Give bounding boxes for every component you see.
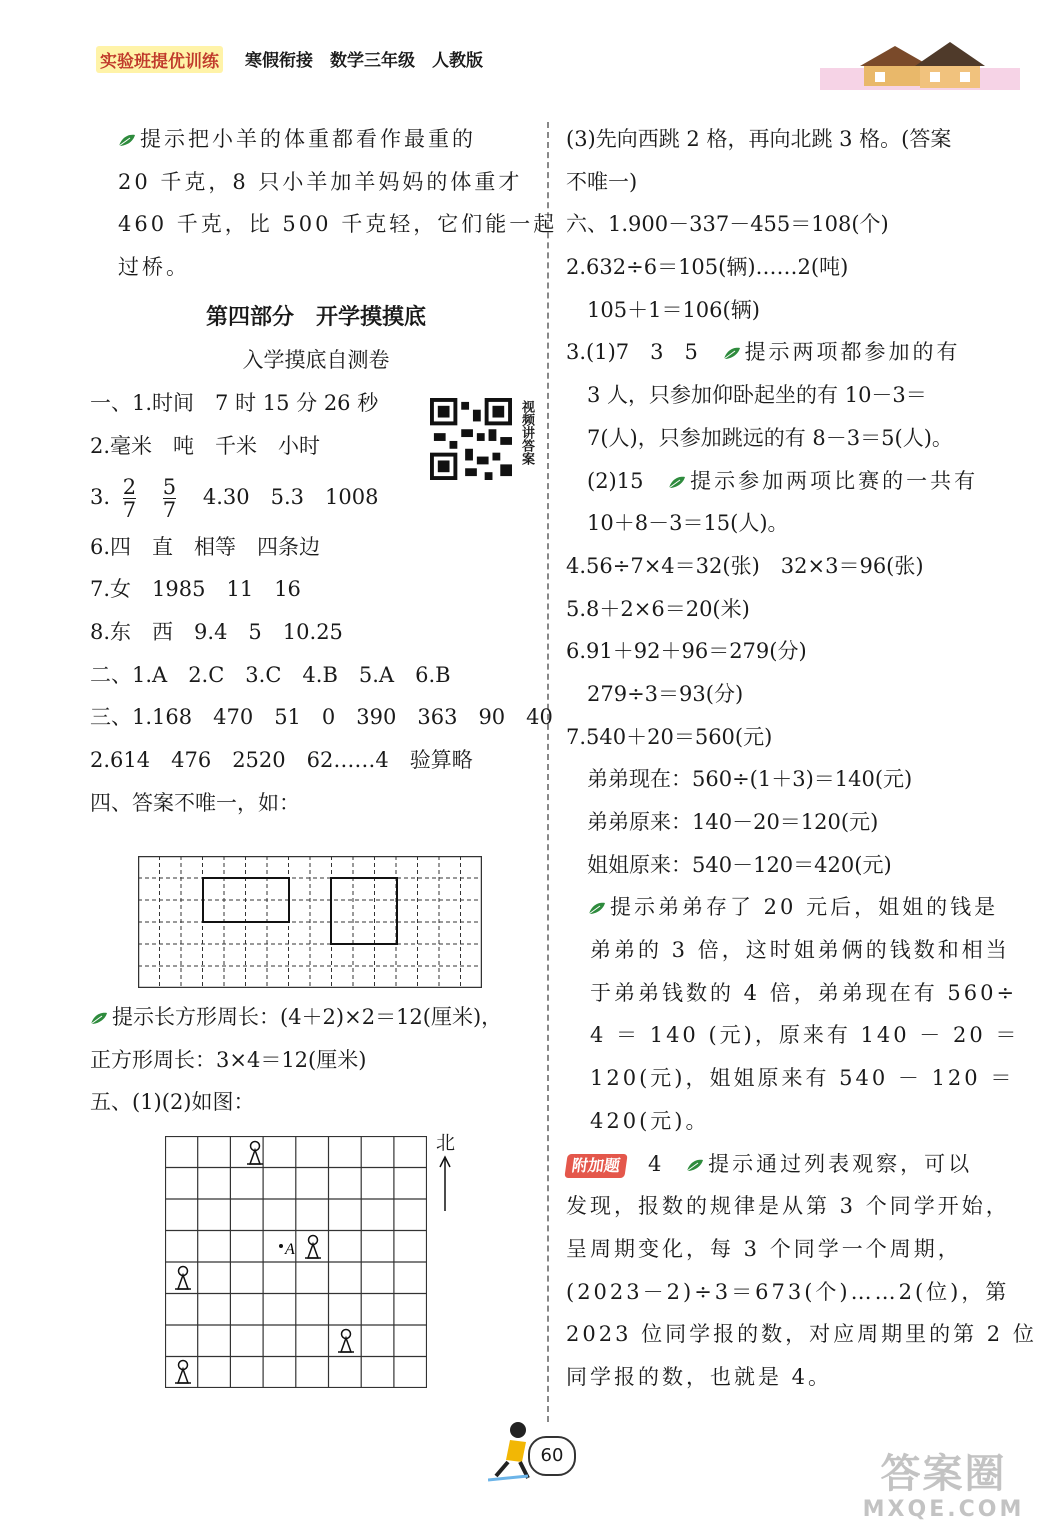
hint-line: 同学报的数，也就是 4。 [566,1364,833,1389]
point-a-dot [279,1244,283,1248]
right-column [566,118,1037,1399]
answer-line: 3 人，只参加仰卧起坐的有 10－3＝ [566,383,927,408]
answer-line: 8.东 西 9.4 5 10.25 [90,619,343,644]
leaf-icon [686,1158,704,1172]
section-title: 第四部分 开学摸摸底 [205,304,426,330]
paper-title: 入学摸底自测卷 [242,348,390,373]
hint-text: 提示通过列表观察，可以 [708,1151,973,1176]
answer-line: 不唯一) [566,169,638,194]
hint-line: 呈周期变化，每 3 个同学一个周期， [566,1236,962,1261]
hint-text: 提示把小羊的体重都看作最重的 [140,127,476,151]
answer-line: 弟弟现在：560÷(1＋3)＝140(元) [566,767,913,792]
answer-line: 105＋1＝106(辆) [566,297,760,322]
map-grid-figure [165,1136,427,1388]
hint-line [90,118,542,161]
qr-code[interactable] [430,398,512,480]
north-label: 北 [436,1132,456,1154]
answer-line: 弟弟原来：140－20＝120(元) [566,810,879,834]
hint-line: 2023 位同学报的数，对应周期里的第 2 位 [566,1322,1037,1347]
fraction-numerator: 2 [122,474,137,499]
leaf-icon [118,133,136,147]
hint-line: 120(元)，姐姐原来有 540 － 120 ＝ [566,1066,1015,1091]
leaf-icon [668,475,686,489]
pawn-icon [338,1330,354,1353]
hint-text: 提示两项都参加的有 [744,340,961,365]
answer-line: 四、答案不唯一，如： [90,790,300,815]
pawn-icon [175,1361,191,1384]
answer-line [566,460,1026,503]
pawn-icon [247,1142,263,1165]
column-divider [547,122,549,1422]
header-subtitle: 寒假衔接 数学三年级 人教版 [245,51,483,71]
leaf-icon [723,346,741,360]
answer-line: 7.540＋20＝560(元) [566,724,773,749]
pawn-icon [175,1267,191,1290]
leaf-icon [588,901,606,915]
watermark-title: 答案圈 [880,1451,1007,1497]
fraction-numerator: 5 [162,474,177,499]
answer-line: 六、1.900－337－455＝108(个) [566,212,889,237]
north-arrow-icon [438,1155,452,1211]
bonus-answer: 4 [648,1151,662,1176]
hint-line [566,886,1026,929]
hint-line: (2023－2)÷3＝673(个)……2(位)，第 [566,1279,1010,1304]
page-number: 60 [528,1436,576,1476]
hint-line: 于弟弟钱数的 4 倍，弟弟现在有 560÷ [566,980,1018,1005]
qr-caption: 视频讲答案 [519,400,534,465]
watermark-url: MXQE.COM [862,1497,1025,1522]
answer-line: 6.四 直 相等 四条边 [90,534,321,559]
answer-line: 2.614 476 2520 62……4 验算略 [90,747,473,772]
fraction-denominator: 7 [162,497,177,522]
answer-line: 2.毫米 吨 千米 小时 [90,433,321,458]
answer-line: 2.632÷6＝105(辆)……2(吨) [566,255,849,280]
answer-line: 二、1.A 2.C 3.C 4.B 5.A 6.B [90,662,451,687]
rectangle-square-grid-figure [138,856,482,988]
answer-text: (2)15 [566,468,644,493]
answer-line: 6.91＋92＋96＝279(分) [566,639,807,664]
watermark [856,1452,1031,1532]
answer-line: 五、(1)(2)如图： [90,1090,255,1115]
square-shape [331,878,397,944]
answer-line: 7.女 1985 11 16 [90,577,301,602]
answer-line: 10＋8－3＝15(人)。 [566,511,789,536]
page-header [60,38,1020,98]
answer-line: 一、1.时间 7 时 15 分 26 秒 [90,391,379,416]
hint-line [90,996,550,1039]
point-a-label: A [285,1241,295,1258]
left-lower [90,996,550,1124]
pawn-icon [305,1236,321,1259]
hint-text: 提示参加两项比赛的一共有 [690,468,979,493]
house-illustration [820,38,1020,90]
hint-line: 420(元)。 [566,1108,710,1133]
answer-line: 4.56÷7×4＝32(张) 32×3＝96(张) [566,553,924,578]
bonus-line [566,1143,1026,1186]
fraction [163,476,176,521]
fraction [123,476,136,521]
hint-line: 20 千克，8 只小羊加羊妈妈的体重才 [118,169,523,194]
answer-line: 5.8＋2×6＝20(米) [566,596,750,621]
answer-line: 三、1.168 470 51 0 390 363 90 40 [90,705,553,730]
hint-line: 弟弟的 3 倍，这时姐弟俩的钱数和相当 [566,938,1010,963]
hint-line: 发现，报数的规律是从第 3 个同学开始， [566,1194,1010,1219]
hint-line: 4 ＝ 140 (元)，原来有 140 － 20 ＝ [566,1023,1020,1048]
fraction-denominator: 7 [122,497,137,522]
leaf-icon [90,1011,108,1025]
answer-line: (3)先向西跳 2 格，再向北跳 3 格。(答案 [566,127,952,151]
answer-line: 7(人)，只参加跳远的有 8－3＝5(人)。 [566,425,953,450]
hint-line: 460 千克，比 500 千克轻，它们能一起 [118,212,558,237]
page-footer [488,1418,578,1488]
north-indicator [436,1128,455,1211]
hint-text: 提示弟弟存了 20 元后，姐姐的钱是 [610,895,999,920]
hint-line: 正方形周长：3×4＝12(厘米) [90,1047,367,1072]
hint-text: 提示长方形周长：(4＋2)×2＝12(厘米)， [112,1005,503,1029]
answer-line: 姐姐原来：540－120＝420(元) [566,852,892,877]
series-brand: 实验班提优训练 [96,46,223,73]
bonus-badge: 附加题 [564,1154,627,1178]
item-number: 3. [90,484,111,509]
answer-line [566,331,1026,374]
answer-line: 279÷3＝93(分) [566,681,744,706]
answer-text: 3.(1)7 3 5 [566,340,698,365]
answer-text: 4.30 5.3 1008 [202,484,379,509]
hint-line: 过桥。 [118,255,190,280]
